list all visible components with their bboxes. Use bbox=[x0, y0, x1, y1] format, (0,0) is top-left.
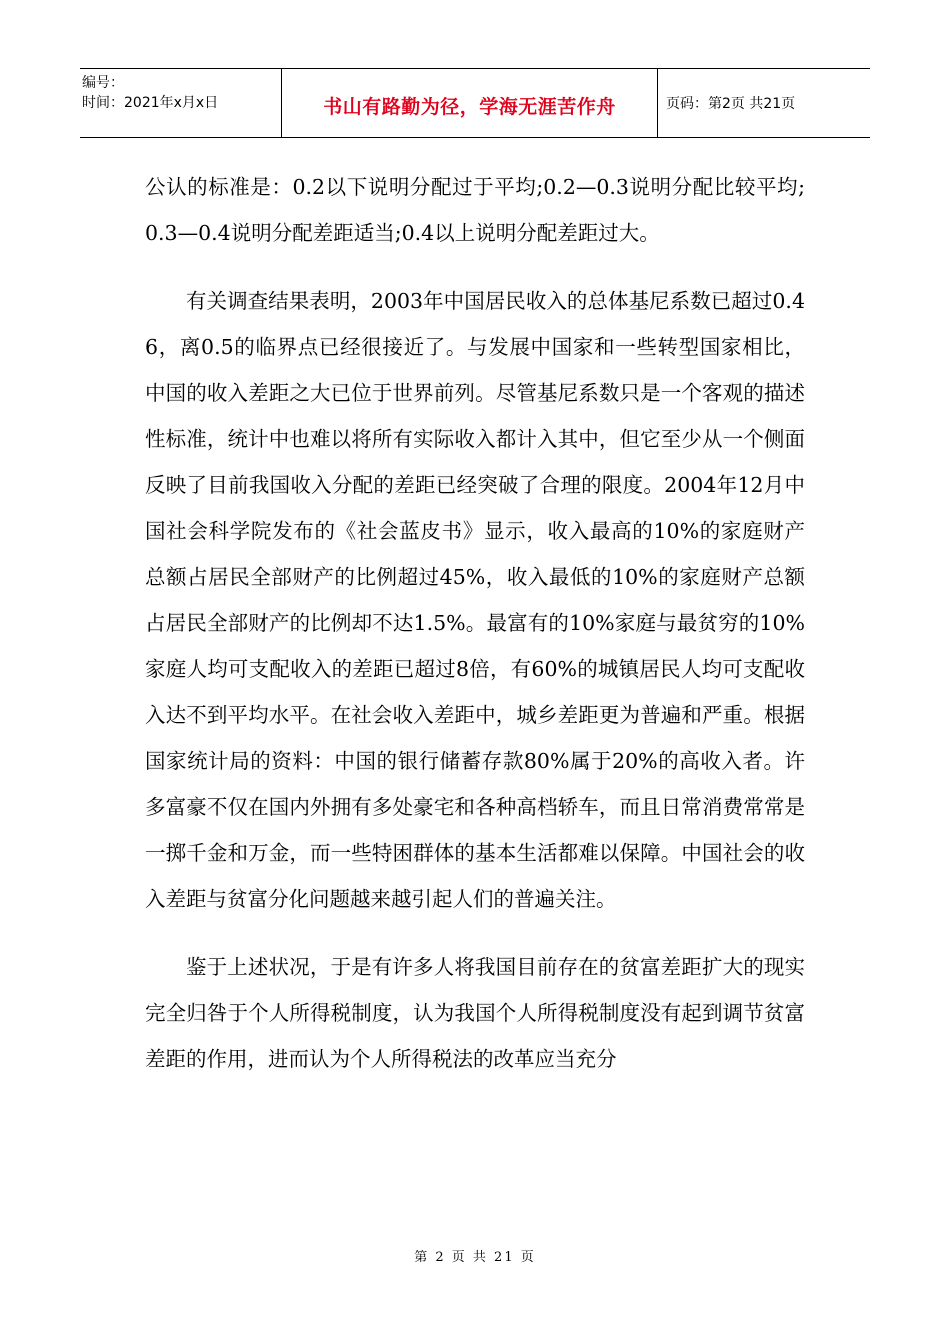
header-meta-cell bbox=[80, 69, 282, 137]
header-motto: 书山有路勤为径，学海无涯苦作舟 bbox=[282, 69, 658, 137]
paragraph-tax-opinion: 鉴于上述状况，于是有许多人将我国目前存在的贫富差距扩大的现实完全归咎于个人所得税制度，认为我国个人所得税制度没有起到调节贫富差距的作用，进而认为个人所得税法的改革应当充分 bbox=[145, 955, 805, 1071]
header-page-info: 页码：第2页 共21页 bbox=[666, 96, 796, 112]
document-body bbox=[145, 164, 805, 1082]
date-line: 时间：2021年x月x日 bbox=[82, 95, 219, 111]
serial-number-label: 编号： bbox=[82, 75, 124, 91]
paragraph-survey-results: 有关调查结果表明，2003年中国居民收入的总体基尼系数已超过0.46，离0.5的临界点已经很接近了。与发展中国家和一些转型国家相比，中国的收入差距之大已位于世界前列。尽管基尼系数只是一个客观的描述性标准，统计中也难以将所有实际收入都计入其中，但它至少从一个侧面反映了目前我国收入分配的差距已经突破了合理的限度。2004年12月中国社会科学院发布的《社会蓝皮书》显示，收入最高的10%的家庭财产总额占居民全部财产的比例超过45%，收入最低的10%的家庭财产总额占居民全部财产的比例却不达1.5%。最富有的10%家庭与最贫穷的10%家庭人均可支配收入的差距已超过8倍，有60%的城镇居民人均可支配收入达不到平均水平。在社会收入差距中，城乡差距更为普遍和严重。根据国家统计局的资料：中国的银行储蓄存款80%属于20%的高收入者。许多富豪不仅在国内外拥有多处豪宅和各种高档轿车，而且日常消费常常是一掷千金和万金，而一些特困群体的基本生活都难以保障。中国社会的收入差距与贫富分化问题越来越引起人们的普遍关注。 bbox=[145, 289, 805, 911]
page-footer: 第 2 页 共 21 页 bbox=[414, 1250, 536, 1265]
page-header bbox=[80, 68, 870, 138]
paragraph-continued: 公认的标准是：0.2以下说明分配过于平均;0.2—0.3说明分配比较平均;0.3—0.4说明分配差距适当;0.4以上说明分配差距过大。 bbox=[145, 175, 805, 245]
